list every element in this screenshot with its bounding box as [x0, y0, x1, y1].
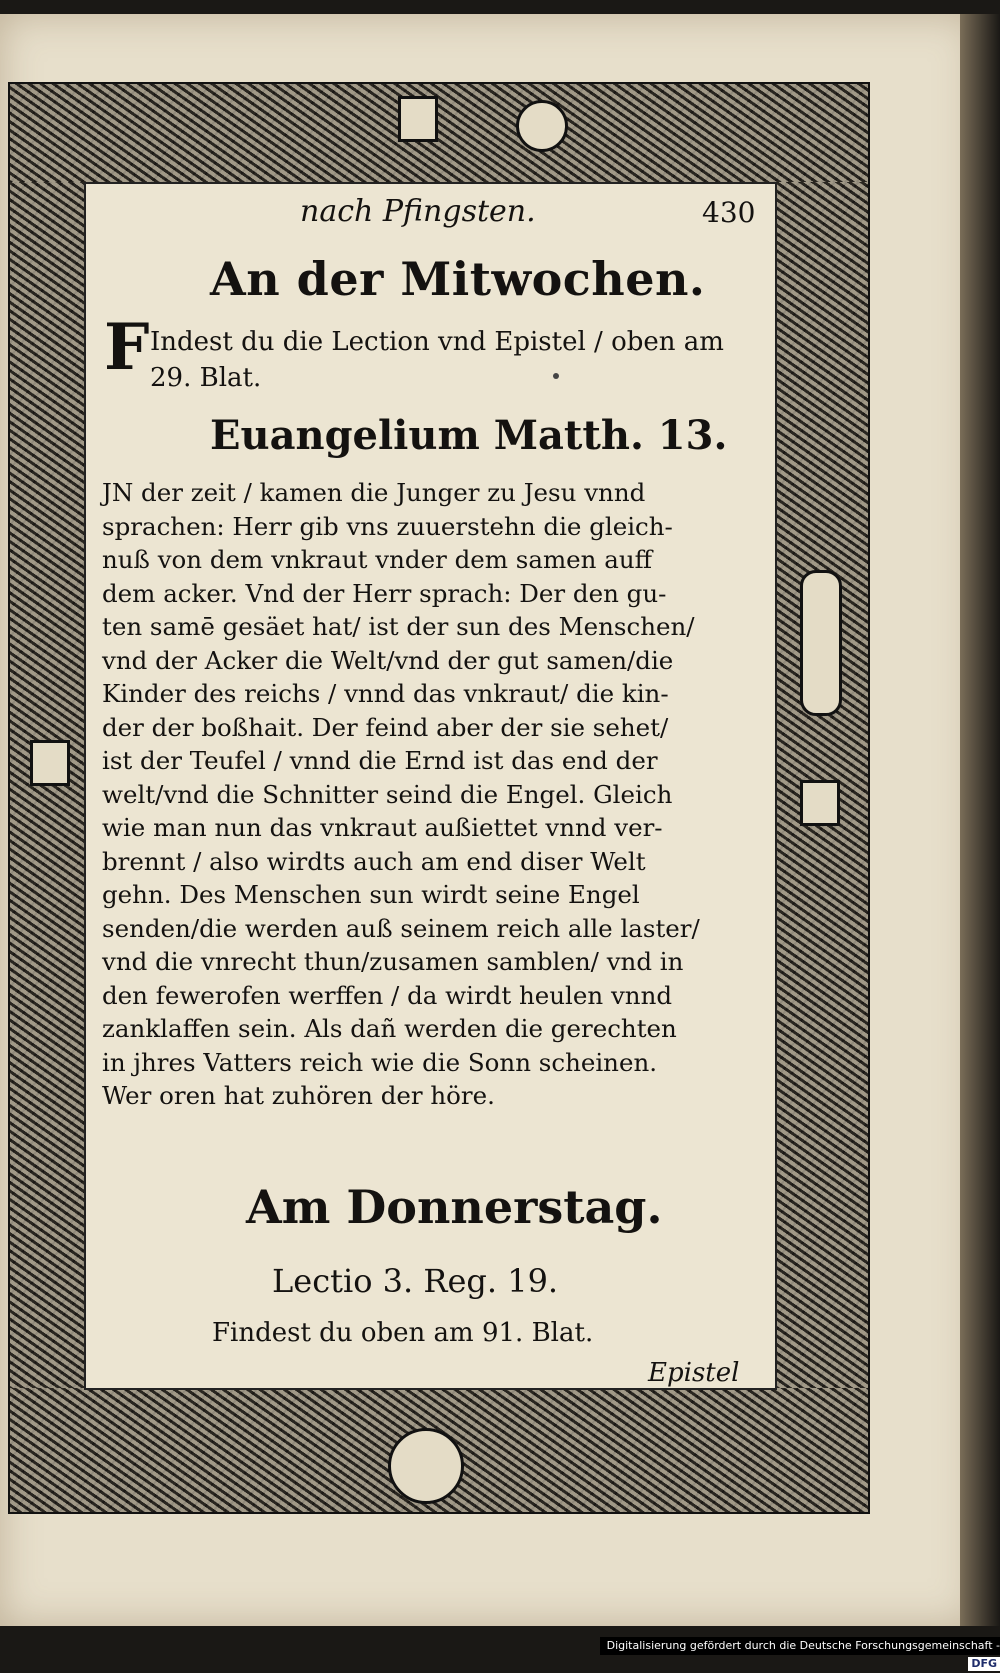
section-title-thursday: Am Donnerstag. — [246, 1180, 663, 1234]
drop-initial: F — [104, 310, 150, 385]
section-title-wednesday: An der Mitwochen. — [210, 252, 706, 306]
catchword: Epistel — [648, 1358, 740, 1388]
gospel-line: welt/vnd die Schnitter seind die Engel. Gleich — [102, 779, 673, 809]
gospel-line: wie man nun das vnkraut außiettet vnnd ver- — [102, 813, 663, 842]
lectio-reference: Lectio 3. Reg. 19. — [272, 1262, 559, 1300]
gospel-line: senden/die werden auß seinem reich alle laster/ — [102, 913, 700, 943]
gospel-line: sprachen: Herr gib vns zuuerstehn die gleich- — [102, 511, 673, 541]
credit-text: Digitalisierung gefördert durch die Deutsche Forschungsgemeinschaft - — [606, 1639, 1000, 1652]
findest-reference: Findest du oben am 91. Blat. — [212, 1318, 594, 1348]
gospel-line: JN der zeit / kamen die Junger zu Jesu vnnd — [102, 478, 646, 507]
gospel-line: vnd der Acker die Welt/vnd der gut samen/die — [102, 645, 674, 675]
gospel-line: brennt / also wirdts auch am end diser Welt — [102, 846, 646, 876]
border-motif-column — [800, 570, 842, 716]
page-number: 430 — [702, 196, 756, 229]
gospel-line: der der boßhait. Der feind aber der sie sehet/ — [102, 712, 669, 742]
intro-line-1: Indest du die Lection vnd Epistel / oben am — [150, 327, 724, 357]
ink-speck — [553, 373, 559, 379]
gospel-line: gehn. Des Menschen sun wirdt seine Engel — [102, 880, 640, 909]
gospel-line: nuß von dem vnkraut vnder dem samen auff — [102, 545, 653, 574]
gospel-line: Kinder des reichs / vnnd das vnkraut/ die kin- — [102, 679, 669, 708]
gospel-title: Euangelium Matth. 13. — [210, 412, 728, 459]
intro-line-2: 29. Blat. — [150, 363, 262, 393]
border-motif-orb — [388, 1428, 464, 1504]
border-motif-shield-left — [30, 740, 70, 786]
digitization-credit — [600, 1637, 1000, 1670]
border-motif-shield-right — [800, 780, 840, 826]
gospel-line: ist der Teufel / vnnd die Ernd ist das end der — [102, 746, 658, 775]
running-head: nach Pfingsten. — [300, 194, 536, 229]
gospel-line: Wer oren hat zuhören der höre. — [102, 1081, 495, 1110]
page-edge-shadow — [960, 14, 1000, 1626]
woodcut-border-top — [8, 82, 870, 182]
dfg-logo: DFG — [968, 1657, 1000, 1671]
gospel-line: dem acker. Vnd der Herr sprach: Der den gu- — [102, 578, 667, 608]
gospel-line: zanklaffen sein. Als dañ werden die gerechten — [102, 1014, 677, 1043]
border-motif-tablet — [398, 96, 438, 142]
gospel-line: den fewerofen werffen / da wirdt heulen vnnd — [102, 980, 673, 1010]
gospel-text — [102, 476, 762, 1113]
gospel-line: vnd die vnrecht thun/zusamen samblen/ vnd in — [102, 947, 684, 976]
border-motif-disc — [516, 100, 568, 152]
gospel-line: in jhres Vatters reich wie die Sonn scheinen. — [102, 1047, 658, 1077]
gospel-line: ten samē gesäet hat/ ist der sun des Menschen/ — [102, 612, 695, 641]
